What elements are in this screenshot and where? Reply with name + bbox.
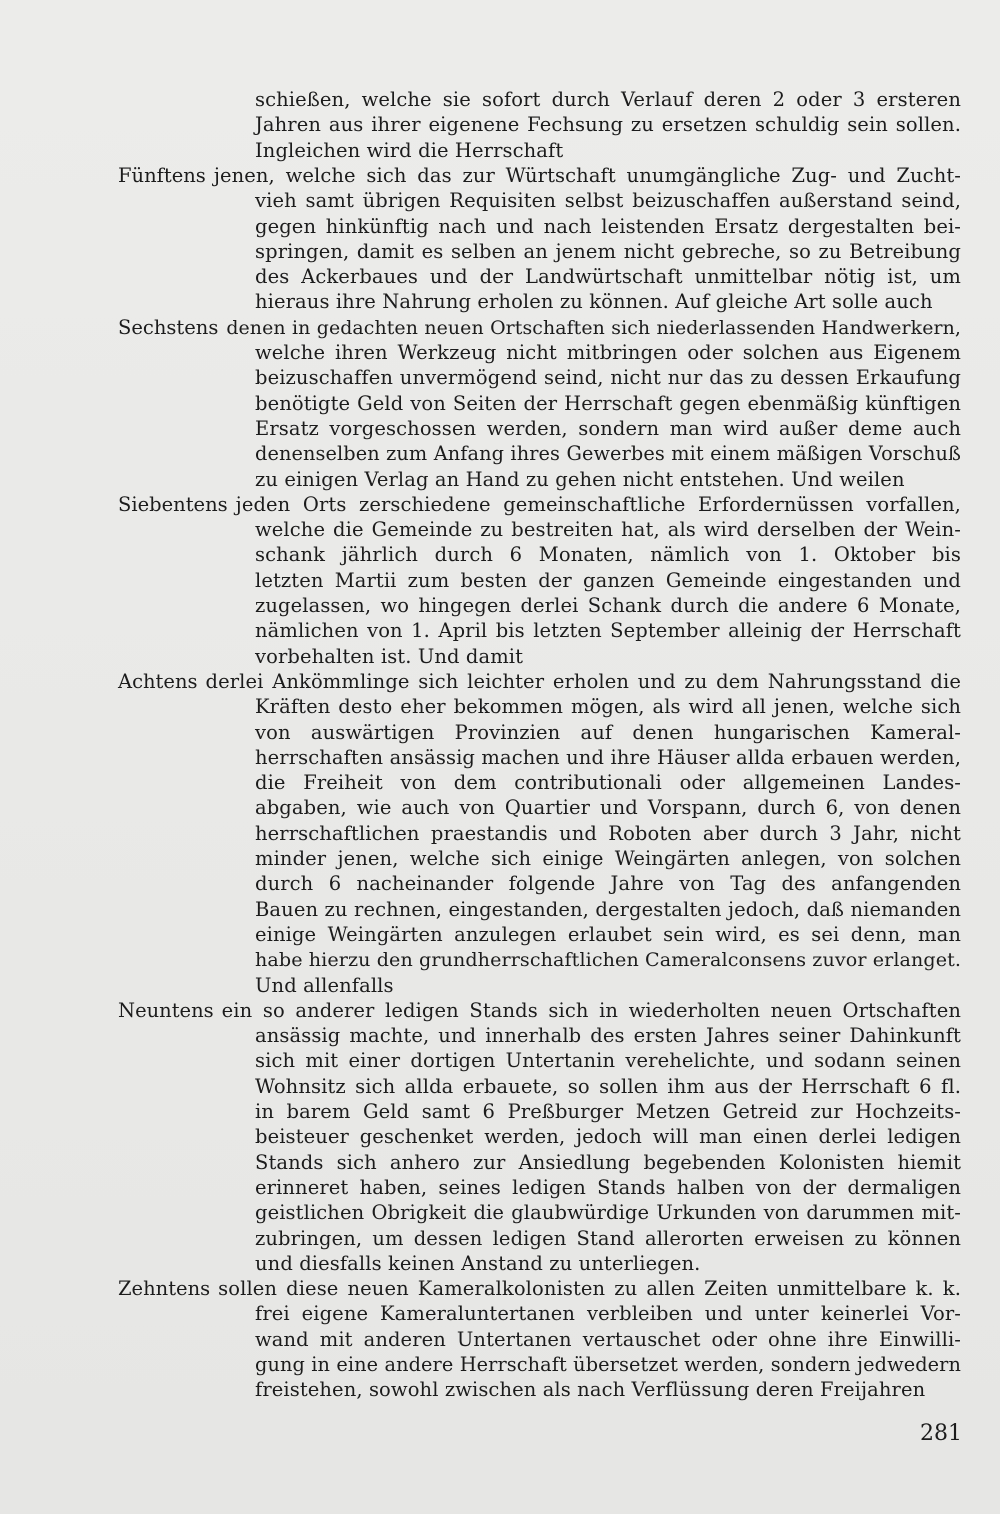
- section-lead-word: Achtens: [118, 670, 198, 693]
- text-line: sich mit einer dortigen Untertanin verehelichte, und sodann seinen: [255, 1049, 961, 1072]
- text-line: Ersatz vorgeschossen werden, sondern man wird außer deme auch: [255, 417, 961, 440]
- text-line: schank jährlich durch 6 Monaten, nämlich von 1. Oktober bis: [255, 543, 961, 566]
- section-lead-word: Fünftens: [118, 164, 206, 187]
- text-line: Wohnsitz sich allda erbauete, so sollen ihm aus der Herrschaft 6 fl.: [255, 1075, 961, 1098]
- text-line: wand mit anderen Untertanen vertauschet oder ohne ihre Einwilli-: [255, 1328, 961, 1351]
- text-line: des Ackerbaues und der Landwürtschaft unmittelbar nötig ist, um: [255, 265, 961, 288]
- text-line: herrschaften ansässig machen und ihre Häuser allda erbauen werden,: [255, 746, 961, 769]
- text-line: die Freiheit von dem contributionali oder allgemeinen Landes-: [255, 771, 961, 794]
- section-lead-word: Neuntens: [118, 999, 214, 1022]
- text-line: in barem Geld samt 6 Preßburger Metzen Getreid zur Hochzeits-: [255, 1100, 961, 1123]
- section-lead-word: Sechstens: [118, 316, 219, 339]
- text-line: jenen, welche sich das zur Würtschaft unumgängliche Zug- und Zucht-: [213, 164, 961, 187]
- text-line: beizuschaffen unvermögend seind, nicht nur das zu dessen Erkaufung: [255, 366, 961, 389]
- text-line: springen, damit es selben an jenem nicht gebreche, so zu Betreibung: [255, 240, 961, 263]
- section-lead-word: Zehntens: [118, 1277, 211, 1300]
- text-line: ein so anderer ledigen Stands sich in wiederholten neuen Ortschaften: [221, 999, 961, 1022]
- text-line: denenselben zum Anfang ihres Gewerbes mit einem mäßigen Vorschuß: [255, 442, 961, 465]
- text-line: Kräften desto eher bekommen mögen, als wird all jenen, welche sich: [255, 695, 961, 718]
- text-line: gegen hinkünftig nach und nach leistenden Ersatz dergestalten bei-: [255, 215, 961, 238]
- text-line: durch 6 nacheinander folgende Jahre von Tag des anfangenden: [255, 872, 961, 895]
- text-line: ansässig machte, und innerhalb des ersten Jahres seiner Dahinkunft: [255, 1024, 961, 1047]
- text-line: abgaben, wie auch von Quartier und Vorspann, durch 6, von denen: [255, 796, 961, 819]
- text-line: schießen, welche sie sofort durch Verlauf deren 2 oder 3 ersteren: [255, 88, 961, 111]
- text-line: jeden Orts zerschiedene gemeinschaftliche Erfordernüssen vorfallen,: [235, 493, 961, 516]
- text-line: frei eigene Kameraluntertanen verbleiben und unter keinerlei Vor-: [255, 1302, 961, 1325]
- text-line: vieh samt übrigen Requisiten selbst beizuschaffen außerstand seind,: [255, 189, 961, 212]
- text-line: denen in gedachten neuen Ortschaften sich niederlassenden Handwerkern,: [226, 317, 961, 339]
- text-line: vorbehalten ist. Und damit: [255, 645, 524, 668]
- text-line: und diesfalls keinen Anstand zu unterliegen.: [255, 1252, 701, 1275]
- text-line: beisteuer geschenket werden, jedoch will man einen derlei ledigen: [255, 1125, 961, 1148]
- text-line: letzten Martii zum besten der ganzen Gemeinde eingestanden und: [255, 569, 961, 592]
- section-lead-word: Siebentens: [118, 493, 228, 516]
- text-line: erinneret haben, seines ledigen Stands halben von der dermaligen: [255, 1176, 961, 1199]
- text-line: Ingleichen wird die Herrschaft: [255, 139, 564, 162]
- text-line: zubringen, um dessen ledigen Stand allerorten erweisen zu können: [255, 1227, 961, 1250]
- text-line: benötigte Geld von Seiten der Herrschaft gegen ebenmäßig künftigen: [255, 392, 961, 415]
- text-line: gung in eine andere Herrschaft übersetzet werden, sondern jedwedern: [255, 1353, 961, 1376]
- text-line: nämlichen von 1. April bis letzten September alleinig der Herrschaft: [255, 619, 961, 642]
- text-line: derlei Ankömmlinge sich leichter erholen und zu dem Nahrungsstand die: [205, 670, 961, 693]
- text-line: herrschaftlichen praestandis und Roboten aber durch 3 Jahr, nicht: [255, 822, 961, 845]
- text-line: freistehen, sowohl zwischen als nach Verflüssung deren Freijahren: [255, 1378, 926, 1401]
- page-number: 281: [920, 1421, 962, 1446]
- text-line: welche ihren Werkzeug nicht mitbringen oder solchen aus Eigenem: [255, 341, 961, 364]
- text-line: zugelassen, wo hingegen derlei Schank durch die andere 6 Monate,: [255, 594, 961, 617]
- text-line: sollen diese neuen Kameralkolonisten zu allen Zeiten unmittelbare k. k.: [218, 1277, 961, 1300]
- text-line: Jahren aus ihrer eigenene Fechsung zu ersetzen schuldig sein sollen.: [255, 113, 961, 136]
- text-line: welche die Gemeinde zu bestreiten hat, als wird derselben der Wein-: [255, 518, 961, 541]
- text-line: einige Weingärten anzulegen erlaubet sein wird, es sei denn, man: [255, 923, 961, 946]
- text-line: minder jenen, welche sich einige Weingärten anlegen, von solchen: [255, 847, 961, 870]
- text-line: habe hierzu den grundherrschaftlichen Cameralconsens zuvor erlanget.: [255, 948, 962, 971]
- text-line: geistlichen Obrigkeit die glaubwürdige Urkunden von darummen mit-: [255, 1201, 961, 1224]
- text-line: Bauen zu rechnen, eingestanden, dergestalten jedoch, daß niemanden: [255, 898, 961, 921]
- text-line: zu einigen Verlag an Hand zu gehen nicht entstehen. Und weilen: [255, 468, 905, 491]
- text-line: Und allenfalls: [255, 974, 394, 997]
- text-line: von auswärtigen Provinzien auf denen hungarischen Kameral-: [255, 721, 961, 744]
- text-line: Stands sich anhero zur Ansiedlung begebenden Kolonisten hiemit: [255, 1151, 961, 1174]
- text-line: hieraus ihre Nahrung erholen zu können. Auf gleiche Art solle auch: [255, 290, 933, 313]
